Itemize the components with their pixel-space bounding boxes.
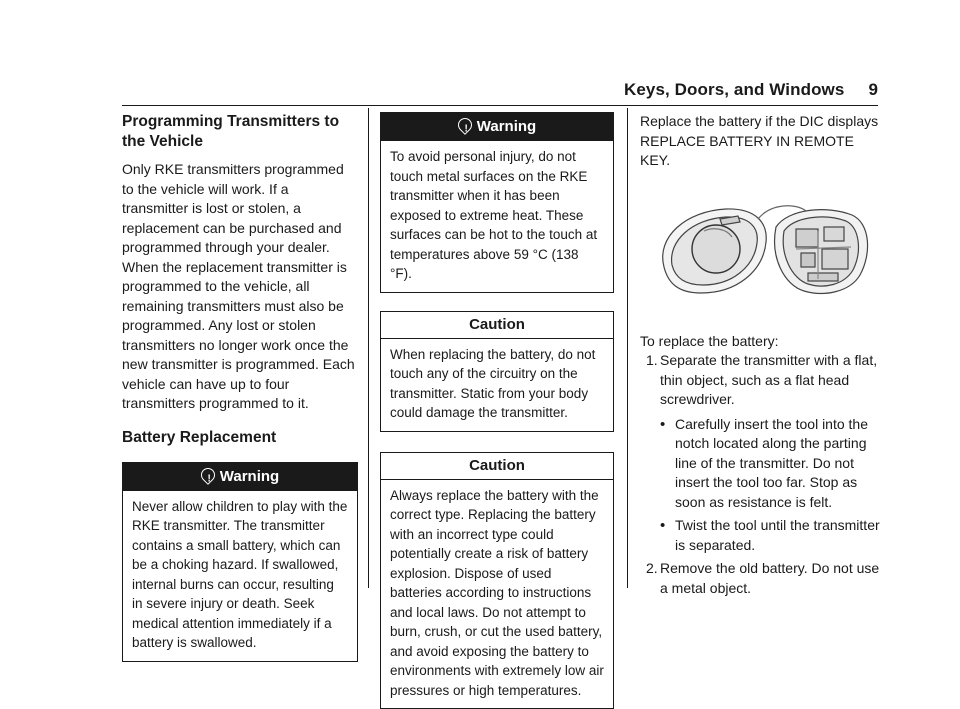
caution-text: Always replace the battery with the correct type. Replacing the battery with an incorrect type could potentially create a risk of battery explosion. Dispose of used batteries according to instructions and local laws. Do not attempt to burn, crush, or cut the used battery, and avoid exposing the battery to environments with extremely low air pressures or high temperatures.: [381, 480, 613, 709]
warning-box-heat: [380, 112, 614, 293]
transmitter-open-illustration: [646, 197, 876, 302]
warning-text: Never allow children to play with the RKE transmitter. The transmitter contains a small battery, which can be a choking hazard. If swallowed, internal burns can occur, resulting in severe injury or death. Seek medical attention immediately if a battery is swallowed.: [123, 491, 357, 661]
column-1: [122, 112, 358, 662]
step-number: 1.: [646, 351, 660, 371]
warning-text: To avoid personal injury, do not touch metal surfaces on the RKE transmitter when it has been exposed to extreme heat. These surfaces can be hot to the touch at temperatures above 59 °C (138 °F).: [381, 141, 613, 292]
step-text: Remove the old battery. Do not use a metal object.: [660, 560, 879, 596]
replacement-steps: [640, 351, 880, 410]
paragraph-lead: To replace the battery:: [640, 332, 880, 352]
column-3: [640, 112, 880, 598]
header-rule: [122, 105, 878, 106]
bullet-item: • Carefully insert the tool into the notch located along the parting line of the transmitter. Do not insert the tool too far. Stop as soon as resistance is felt.: [660, 415, 880, 513]
section-title: Keys, Doors, and Windows: [624, 80, 844, 99]
column-2: [380, 112, 614, 709]
bullet-item: • Twist the tool until the transmitter is separated.: [660, 516, 880, 555]
caution-header: Caution: [381, 453, 613, 480]
warning-header: [123, 463, 357, 491]
warning-title: Warning: [220, 468, 279, 485]
caution-header: Caution: [381, 312, 613, 339]
caution-box-battery-type: [380, 452, 614, 709]
warning-header: [381, 113, 613, 141]
warning-icon: [198, 465, 218, 485]
warning-title: Warning: [477, 118, 536, 135]
heading-battery-replacement: Battery Replacement: [122, 428, 358, 448]
warning-box-choking: [122, 462, 358, 662]
page-number: 9: [868, 80, 878, 99]
warning-icon: [455, 115, 475, 135]
step-1-bullets: [660, 415, 880, 556]
caution-text: When replacing the battery, do not touch any of the circuitry on the transmitter. Static from your body could damage the transmitter.: [381, 339, 613, 431]
column-divider-2: [627, 108, 628, 588]
paragraph-programming: Only RKE transmitters programmed to the vehicle will work. If a transmitter is lost or stolen, a replacement can be purchased and programmed through your dealer. When the replacement transmitter is programmed to the vehicle, all remaining transmitters must also be programmed. Any lost or stolen transmitters no longer work once the new transmitter is programmed. Each vehicle can have up to four transmitters programmed to it.: [122, 160, 358, 414]
step-2: [646, 559, 880, 598]
page-header: [624, 80, 878, 100]
heading-programming-transmitters: Programming Transmitters to the Vehicle: [122, 112, 358, 152]
caution-box-circuitry: [380, 311, 614, 432]
step-text: Separate the transmitter with a flat, thin object, such as a flat head screwdriver.: [660, 352, 877, 407]
column-divider-1: [368, 108, 369, 588]
replacement-steps-continued: [640, 559, 880, 598]
step-1: [646, 351, 880, 410]
step-number: 2.: [646, 559, 660, 579]
paragraph-replace-intro: Replace the battery if the DIC displays REPLACE BATTERY IN REMOTE KEY.: [640, 112, 880, 171]
